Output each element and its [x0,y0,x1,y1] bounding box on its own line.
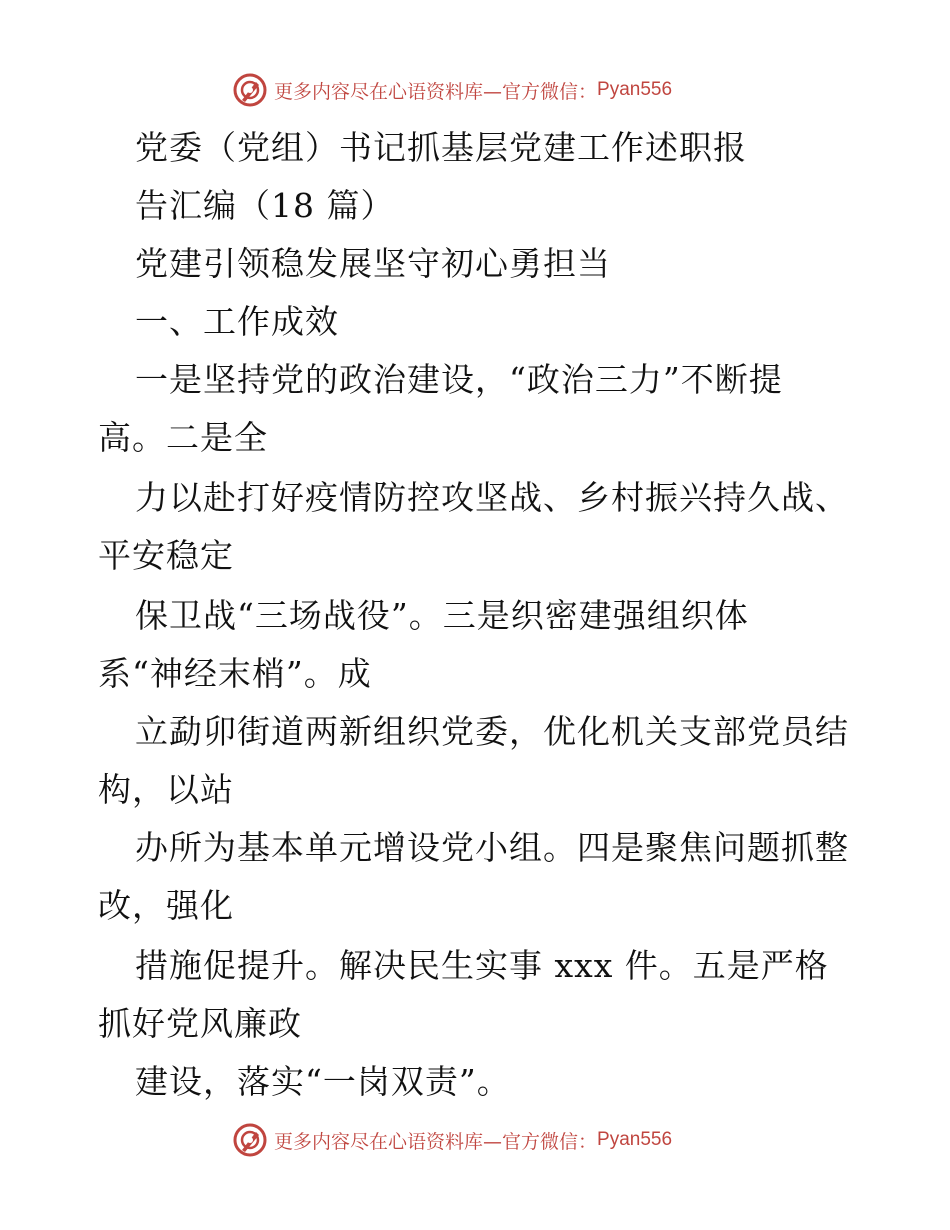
paragraph-line: 高。二是全 [98,418,268,457]
footer-watermark-text: 更多内容尽在心语资料库—官方微信： [274,1130,598,1153]
document-subtitle: 党建引领稳发展坚守初心勇担当 [135,244,611,283]
brand-logo-icon [232,1122,268,1158]
paragraph-line: 保卫战“三场战役”。三是织密建强组织体 [135,596,749,635]
paragraph-line: 力以赴打好疫情防控攻坚战、乡村振兴持久战、 [135,478,849,517]
paragraph-line: 办所为基本单元增设党小组。四是聚焦问题抓整 [135,828,849,867]
paragraph-line: 立勐卯街道两新组织党委，优化机关支部党员结 [135,712,849,751]
paragraph-line: 平安稳定 [98,536,234,575]
footer-watermark [232,1120,672,1160]
paragraph-line: 构，以站 [98,770,234,809]
section-heading: 一、工作成效 [135,302,339,341]
paragraph-line: 系“神经末梢”。成 [98,654,372,693]
document-title-line-1: 党委（党组）书记抓基层党建工作述职报 [135,128,747,167]
paragraph-line: 一是坚持党的政治建设，“政治三力”不断提 [135,360,783,399]
paragraph-line: 抓好党风廉政 [98,1004,302,1043]
footer-watermark-id: Pyan556 [597,1129,673,1150]
paragraph-line: 改，强化 [98,886,234,925]
document-title-line-2: 告汇编（18 篇） [135,186,395,225]
header-watermark-text: 更多内容尽在心语资料库—官方微信： [274,80,598,103]
header-watermark-id: Pyan556 [597,79,673,100]
paragraph-line: 建设，落实“一岗双责”。 [135,1062,511,1101]
paragraph-line: 措施促提升。解决民生实事 xxx 件。五是严格 [135,946,829,985]
